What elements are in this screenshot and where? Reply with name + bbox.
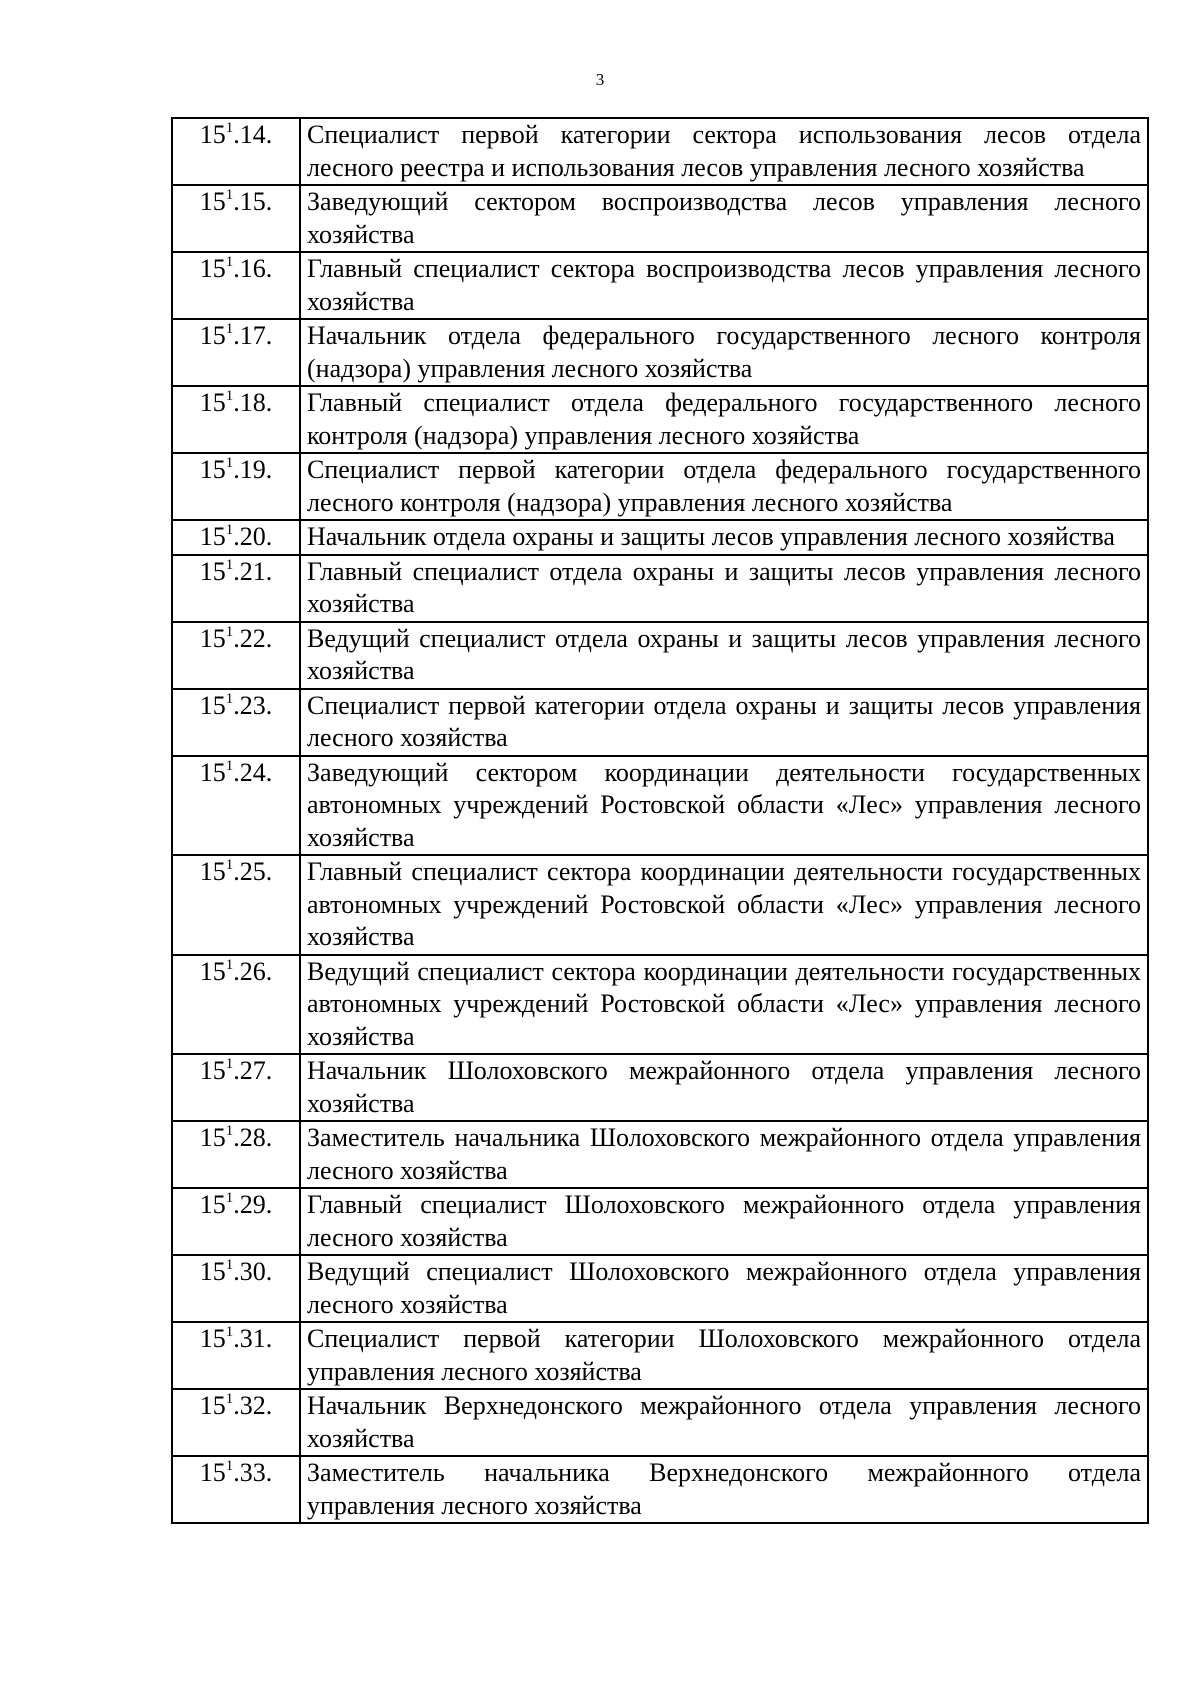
table-row — [172, 453, 1148, 520]
item-number-suffix: .20. — [233, 522, 273, 551]
item-number-base: 15 — [199, 1190, 226, 1219]
item-number-superscript: 1 — [225, 623, 234, 640]
item-number-superscript: 1 — [225, 1391, 234, 1408]
item-number-suffix: .15. — [233, 187, 273, 216]
item-number-base: 15 — [199, 1458, 226, 1487]
positions-table-body — [172, 118, 1148, 1523]
item-number-superscript: 1 — [225, 321, 234, 338]
item-number — [172, 252, 300, 319]
position-title: Главный специалист сектора воспроизводства лесов управления лесного хозяйства — [300, 252, 1148, 319]
table-row — [172, 555, 1148, 622]
table-row — [172, 319, 1148, 386]
item-number-base: 15 — [199, 1257, 226, 1286]
table-row — [172, 1322, 1148, 1389]
item-number-superscript: 1 — [225, 757, 234, 774]
item-number-base: 15 — [199, 187, 226, 216]
item-number — [172, 689, 300, 756]
item-number — [172, 1322, 300, 1389]
item-number-suffix: .17. — [233, 321, 273, 350]
table-row — [172, 386, 1148, 453]
item-number-base: 15 — [199, 1324, 226, 1353]
item-number-superscript: 1 — [225, 1056, 234, 1073]
item-number-suffix: .14. — [233, 120, 273, 149]
item-number — [172, 855, 300, 955]
position-title: Начальник Шолоховского межрайонного отдела управления лесного хозяйства — [300, 1054, 1148, 1121]
item-number-suffix: .22. — [233, 623, 273, 653]
position-title: Заместитель начальника Верхнедонского межрайонного отдела управления лесного хозяйства — [300, 1456, 1148, 1523]
item-number — [172, 756, 300, 856]
item-number-base: 15 — [199, 388, 226, 417]
item-number-base: 15 — [199, 522, 226, 551]
table-row — [172, 955, 1148, 1055]
position-title: Начальник Верхнедонского межрайонного отдела управления лесного хозяйства — [300, 1389, 1148, 1456]
item-number-base: 15 — [199, 757, 226, 787]
table-row — [172, 185, 1148, 252]
item-number-superscript: 1 — [225, 1458, 234, 1475]
table-row — [172, 622, 1148, 689]
item-number-suffix: .23. — [233, 690, 273, 720]
item-number — [172, 1121, 300, 1188]
item-number-base: 15 — [199, 956, 226, 986]
item-number-base: 15 — [199, 455, 226, 484]
item-number — [172, 555, 300, 622]
item-number-base: 15 — [199, 623, 226, 653]
position-title: Начальник отдела федерального государственного лесного контроля (надзора) управления лесного хозяйства — [300, 319, 1148, 386]
position-title: Специалист первой категории отдела охраны и защиты лесов управления лесного хозяйства — [300, 689, 1148, 756]
position-title: Ведущий специалист отдела охраны и защиты лесов управления лесного хозяйства — [300, 622, 1148, 689]
item-number — [172, 622, 300, 689]
item-number-base: 15 — [199, 1056, 226, 1085]
item-number-base: 15 — [199, 120, 226, 149]
item-number-superscript: 1 — [225, 1190, 234, 1207]
table-row — [172, 689, 1148, 756]
table-row — [172, 520, 1148, 555]
positions-table — [171, 117, 1149, 1524]
item-number-superscript: 1 — [225, 120, 234, 137]
table-row — [172, 756, 1148, 856]
item-number — [172, 1054, 300, 1121]
item-number-base: 15 — [199, 857, 226, 886]
position-title: Главный специалист отдела федерального государственного лесного контроля (надзора) управления лесного хозяйства — [300, 386, 1148, 453]
position-title: Заведующий сектором координации деятельности государственных автономных учреждений Ростовской области «Лес» управления лесного хозяйства — [300, 756, 1148, 856]
position-title: Ведущий специалист сектора координации деятельности государственных автономных учреждений Ростовской области «Лес» управления лесного хозяйства — [300, 955, 1148, 1055]
item-number-superscript: 1 — [225, 254, 234, 271]
item-number-superscript: 1 — [225, 556, 234, 573]
item-number-superscript: 1 — [225, 1123, 234, 1140]
page-number: 3 — [595, 70, 605, 89]
item-number-suffix: .21. — [233, 556, 273, 586]
item-number-superscript: 1 — [225, 956, 234, 973]
table-row — [172, 118, 1148, 185]
item-number-suffix: .27. — [233, 1056, 273, 1085]
item-number-superscript: 1 — [225, 455, 234, 472]
item-number-base: 15 — [199, 556, 226, 586]
item-number — [172, 319, 300, 386]
table-row — [172, 1255, 1148, 1322]
item-number-base: 15 — [199, 1391, 226, 1420]
item-number-suffix: .28. — [233, 1123, 273, 1152]
table-row — [172, 1121, 1148, 1188]
item-number — [172, 1255, 300, 1322]
table-row — [172, 1188, 1148, 1255]
item-number-suffix: .30. — [233, 1257, 273, 1286]
item-number-superscript: 1 — [225, 187, 234, 204]
position-title: Главный специалист отдела охраны и защиты лесов управления лесного хозяйства — [300, 555, 1148, 622]
table-row — [172, 1456, 1148, 1523]
item-number — [172, 520, 300, 555]
position-title: Ведущий специалист Шолоховского межрайонного отдела управления лесного хозяйства — [300, 1255, 1148, 1322]
position-title: Заведующий сектором воспроизводства лесов управления лесного хозяйства — [300, 185, 1148, 252]
item-number-superscript: 1 — [225, 388, 234, 405]
position-title: Специалист первой категории сектора использования лесов отдела лесного реестра и использования лесов управления лесного хозяйства — [300, 118, 1148, 185]
item-number-suffix: .33. — [233, 1458, 273, 1487]
item-number-suffix: .26. — [233, 956, 273, 986]
item-number-base: 15 — [199, 690, 226, 720]
position-title: Заместитель начальника Шолоховского межрайонного отдела управления лесного хозяйства — [300, 1121, 1148, 1188]
table-row — [172, 1054, 1148, 1121]
item-number — [172, 386, 300, 453]
item-number — [172, 955, 300, 1055]
item-number — [172, 453, 300, 520]
table-row — [172, 1389, 1148, 1456]
item-number-base: 15 — [199, 254, 226, 283]
item-number-suffix: .24. — [233, 757, 273, 787]
item-number-suffix: .31. — [233, 1324, 273, 1353]
item-number-superscript: 1 — [225, 1324, 234, 1341]
table-row — [172, 252, 1148, 319]
item-number-suffix: .29. — [233, 1190, 273, 1219]
item-number — [172, 185, 300, 252]
item-number-suffix: .18. — [233, 388, 273, 417]
item-number-superscript: 1 — [225, 857, 234, 874]
item-number-suffix: .16. — [233, 254, 273, 283]
item-number — [172, 1456, 300, 1523]
item-number-base: 15 — [199, 321, 226, 350]
item-number-suffix: .25. — [233, 857, 273, 886]
position-title: Главный специалист сектора координации деятельности государственных автономных учреждений Ростовской области «Лес» управления лесного хозяйства — [300, 855, 1148, 955]
item-number-suffix: .19. — [233, 455, 273, 484]
item-number-base: 15 — [199, 1123, 226, 1152]
table-row — [172, 855, 1148, 955]
item-number — [172, 118, 300, 185]
position-title: Специалист первой категории отдела федерального государственного лесного контроля (надзора) управления лесного хозяйства — [300, 453, 1148, 520]
item-number-superscript: 1 — [225, 690, 234, 707]
item-number-suffix: .32. — [233, 1391, 273, 1420]
item-number — [172, 1389, 300, 1456]
position-title: Главный специалист Шолоховского межрайонного отдела управления лесного хозяйства — [300, 1188, 1148, 1255]
item-number-superscript: 1 — [225, 522, 234, 539]
item-number-superscript: 1 — [225, 1257, 234, 1274]
position-title: Специалист первой категории Шолоховского межрайонного отдела управления лесного хозяйства — [300, 1322, 1148, 1389]
position-title: Начальник отдела охраны и защиты лесов управления лесного хозяйства — [300, 520, 1148, 555]
item-number — [172, 1188, 300, 1255]
